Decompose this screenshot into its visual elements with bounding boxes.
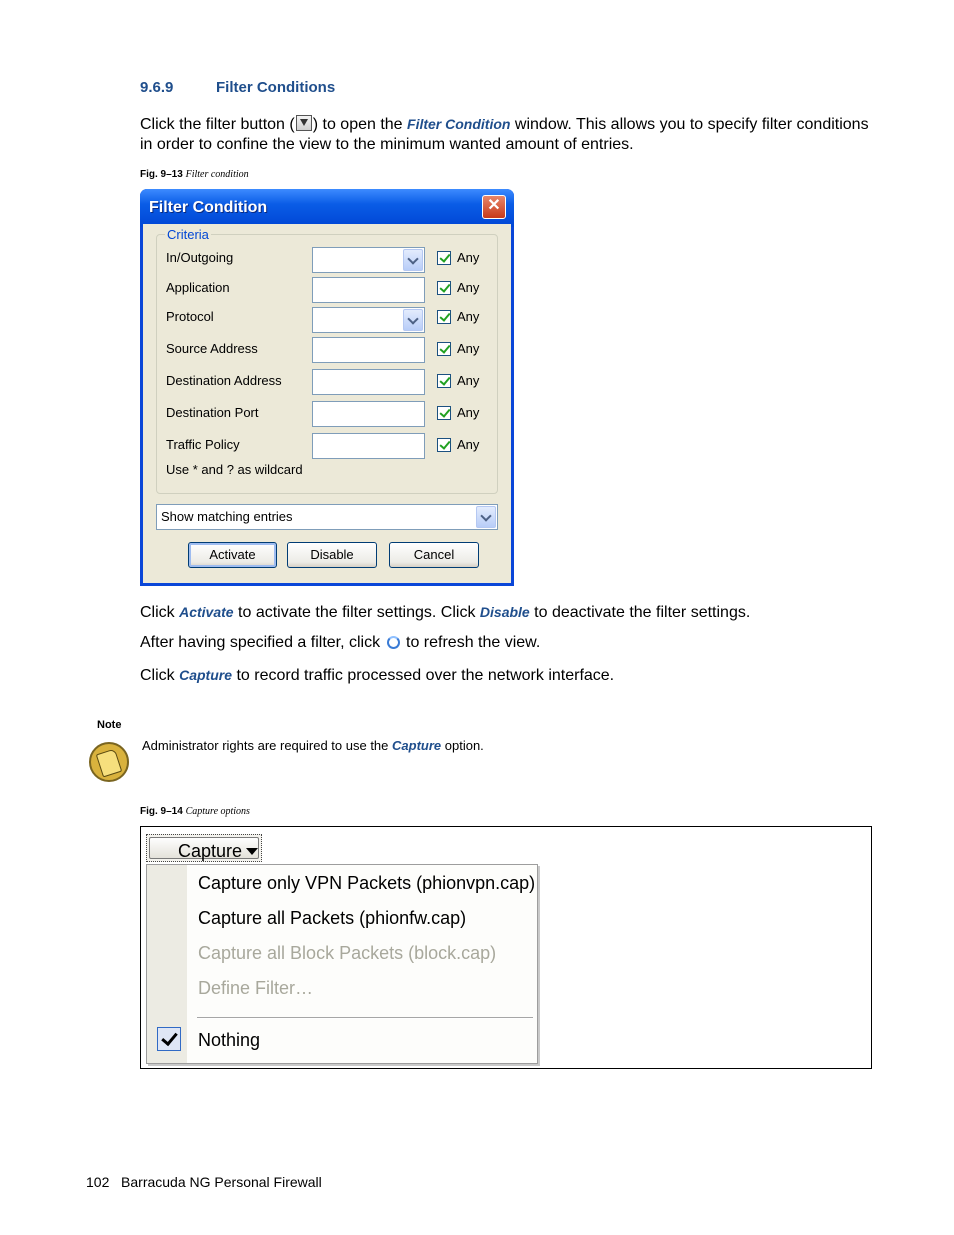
- refresh-text-1: After having specified a filter, click: [140, 634, 385, 651]
- window-title: Filter Condition: [149, 199, 268, 216]
- section-title: Filter Conditions: [216, 79, 336, 96]
- menu-item-capture-block: Capture all Block Packets (block.cap): [198, 943, 497, 963]
- destination-port-any-label: Any: [457, 405, 480, 420]
- chevron-down-icon[interactable]: [476, 506, 496, 528]
- close-icon: ✕: [487, 197, 501, 214]
- disable-keyword: Disable: [479, 604, 530, 620]
- footer-title: Barracuda NG Personal Firewall: [121, 1174, 322, 1190]
- note-text: [142, 738, 484, 753]
- menu-item-nothing[interactable]: Nothing: [198, 1030, 261, 1050]
- note-icon: [89, 742, 129, 782]
- in-outgoing-any-label: Any: [457, 250, 480, 265]
- figure-label-1: Fig. 9–13: [140, 169, 183, 180]
- figure-caption-text-2: Capture options: [185, 806, 250, 817]
- page-footer: [86, 1174, 322, 1190]
- intro-text-2: ) to open the: [312, 116, 408, 133]
- show-entries-value: Show matching entries: [161, 509, 293, 524]
- show-entries-select[interactable]: [156, 504, 498, 530]
- label-destination-port: Destination Port: [166, 405, 259, 420]
- window-body: [143, 224, 511, 583]
- capture-figure: [140, 826, 872, 1069]
- traffic-policy-any-checkbox[interactable]: [437, 438, 451, 452]
- label-source-address: Source Address: [166, 341, 258, 356]
- capture-keyword: Capture: [179, 667, 233, 683]
- destination-address-any-label: Any: [457, 373, 480, 388]
- label-in-outgoing: In/Outgoing: [166, 250, 234, 265]
- cancel-button[interactable]: Cancel: [389, 542, 479, 568]
- menu-item-capture-vpn[interactable]: Capture only VPN Packets (phionvpn.cap): [198, 873, 536, 893]
- refresh-text-2: to refresh the view.: [401, 634, 541, 651]
- activate-button[interactable]: Activate: [188, 542, 277, 568]
- note-paper-icon: [96, 748, 122, 777]
- capture-menu: [146, 864, 538, 1064]
- note-text-1: Administrator rights are required to use the: [142, 738, 393, 753]
- protocol-any-label: Any: [457, 309, 480, 324]
- traffic-policy-any-label: Any: [457, 437, 480, 452]
- page-number: 102: [86, 1174, 110, 1190]
- refresh-paragraph: [140, 633, 880, 653]
- figure-caption-1: [140, 169, 249, 180]
- label-destination-address: Destination Address: [166, 373, 282, 388]
- activate-text-2: to activate the filter settings. Click: [233, 604, 480, 621]
- capture-button-face[interactable]: [149, 837, 259, 859]
- section-heading: [140, 79, 335, 96]
- traffic-policy-input[interactable]: [312, 433, 425, 459]
- intro-text-1: Click the filter button (: [140, 116, 295, 133]
- menu-separator: [197, 1017, 533, 1019]
- application-any-label: Any: [457, 280, 480, 295]
- destination-port-input[interactable]: [312, 401, 425, 427]
- intro-paragraph: [140, 114, 880, 155]
- window-titlebar[interactable]: [140, 189, 514, 227]
- note-keyword: Capture: [392, 738, 442, 753]
- activate-keyword: Activate: [179, 604, 234, 620]
- label-application: Application: [166, 280, 230, 295]
- check-icon: [157, 1027, 181, 1051]
- wildcard-hint: Use * and ? as wildcard: [166, 462, 303, 477]
- capture-text-1: Click: [140, 667, 180, 684]
- figure-caption-text-1: Filter condition: [185, 169, 249, 180]
- source-address-any-label: Any: [457, 341, 480, 356]
- protocol-any-checkbox[interactable]: [437, 310, 451, 324]
- caret-down-icon: [246, 848, 258, 855]
- note-label: Note: [97, 719, 122, 731]
- activate-text-1: Click: [140, 604, 180, 621]
- label-traffic-policy: Traffic Policy: [166, 437, 240, 452]
- in-outgoing-any-checkbox[interactable]: [437, 251, 451, 265]
- label-protocol: Protocol: [166, 309, 214, 324]
- application-input[interactable]: [312, 277, 425, 303]
- capture-text-2: to record traffic processed over the network interface.: [232, 667, 615, 684]
- in-outgoing-select[interactable]: [312, 247, 425, 273]
- capture-button[interactable]: [146, 834, 262, 862]
- note-text-2: option.: [441, 738, 484, 753]
- intro-keyword: Filter Condition: [407, 116, 511, 132]
- filter-condition-window: [140, 189, 514, 586]
- section-number: 9.6.9: [140, 79, 174, 96]
- source-address-input[interactable]: [312, 337, 425, 363]
- criteria-group-label: Criteria: [167, 227, 209, 242]
- intro-text-4: in order to confine the view to the minimum wanted amount of entries.: [140, 136, 634, 153]
- figure-caption-2: [140, 806, 250, 817]
- menu-item-define-filter: Define Filter…: [198, 978, 314, 998]
- source-address-any-checkbox[interactable]: [437, 342, 451, 356]
- disable-button[interactable]: Disable: [287, 542, 377, 568]
- refresh-icon: [387, 636, 400, 649]
- chevron-down-icon[interactable]: [403, 249, 423, 271]
- close-button[interactable]: [482, 195, 506, 219]
- destination-port-any-checkbox[interactable]: [437, 406, 451, 420]
- activate-paragraph: [140, 602, 880, 623]
- destination-address-input[interactable]: [312, 369, 425, 395]
- capture-paragraph: [140, 665, 880, 686]
- capture-button-label: Capture: [178, 841, 243, 861]
- activate-text-3: to deactivate the filter settings.: [529, 604, 751, 621]
- figure-label-2: Fig. 9–14: [140, 806, 183, 817]
- menu-item-capture-all[interactable]: Capture all Packets (phionfw.cap): [198, 908, 467, 928]
- protocol-select[interactable]: [312, 307, 425, 333]
- intro-text-3: window. This allows you to specify filter conditions: [510, 116, 869, 133]
- criteria-group: [156, 227, 498, 494]
- destination-address-any-checkbox[interactable]: [437, 374, 451, 388]
- chevron-down-icon[interactable]: [403, 309, 423, 331]
- filter-icon: [296, 115, 312, 131]
- application-any-checkbox[interactable]: [437, 281, 451, 295]
